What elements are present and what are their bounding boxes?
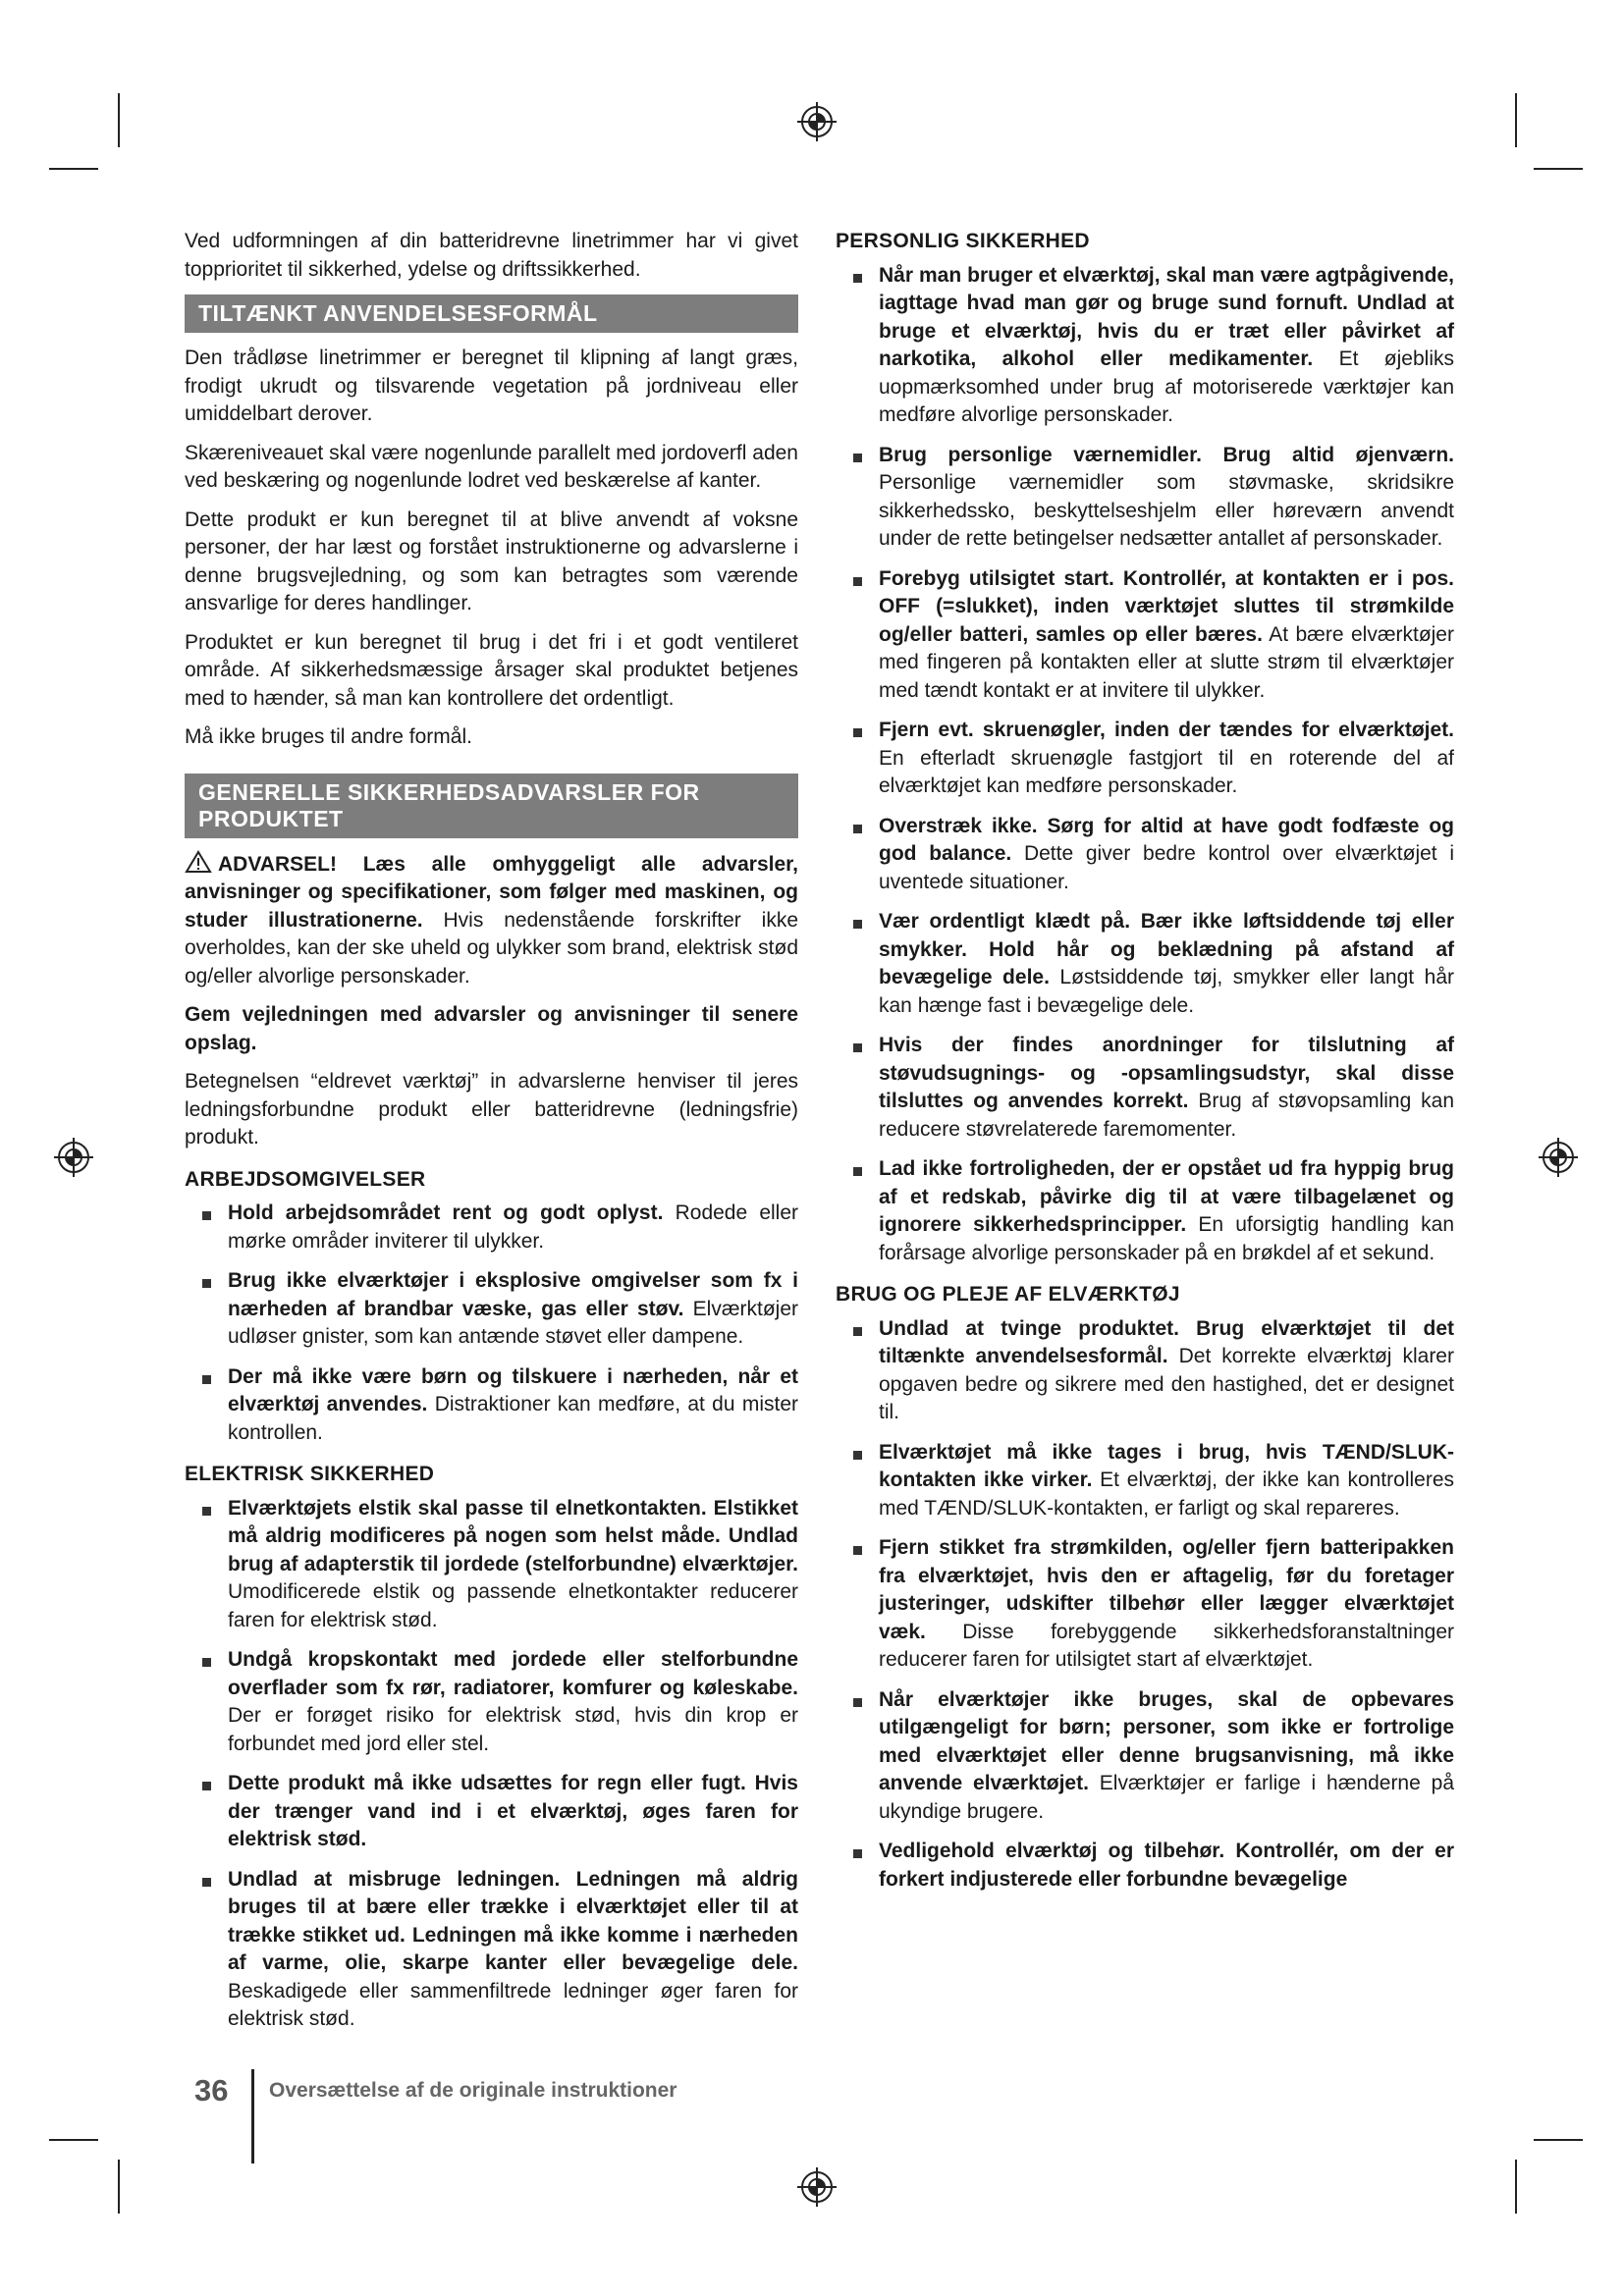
- item-text: En efterladt skruenøgle fastgjort til en roterende del af elværktøjet kan medføre personskader.: [879, 746, 1454, 797]
- footer-text: Oversættelse af de originale instruktioner: [269, 2079, 677, 2102]
- item-text: Rodede eller mørke områder inviterer til ulykker.: [228, 1201, 799, 1253]
- item-bold: Undlad at tvinge produktet. Brug elværktøjet til det tiltænkte anvendelsesformål.: [879, 1316, 1454, 1367]
- term-note: Betegnelsen “eldrevet værktøj” in advarslerne henviser til jeres ledningsforbundne produkt eller batteridrevne (ledningsfrie) produkt.: [185, 1070, 798, 1148]
- item-bold: Forebyg utilsigtet start. Kontrollér, at kontakten er i pos. OFF (=slukket), inden værktøjet sluttes til strømkilde og/eller batteri, samles op eller bæres.: [879, 566, 1454, 646]
- intro-paragraph: Ved udformningen af din batteridrevne linetrimmer har vi givet topprioritet til sikkerhed, ydelse og driftssikkerhed.: [185, 230, 798, 281]
- section-heading-line: GENERELLE SIKKERHEDSADVARSLER FOR: [198, 778, 700, 805]
- warning-paragraph: [185, 850, 798, 991]
- crop-mark: [49, 168, 98, 170]
- left-column: [185, 228, 798, 2046]
- item-bold: Hvis der findes anordninger for tilslutning af støvudsugnings- og -opsamlingsudstyr, skal disse tilsluttes og anvendes korrekt.: [879, 1034, 1454, 1112]
- item-bold: Lad ikke fortroligheden, der er opstået ud fra hyppig brug af et redskab, påvirke dig til at være tilbagelænet og ignorere sikkerhedsprincipper.: [879, 1157, 1454, 1236]
- footer-divider: [251, 2069, 254, 2163]
- list-item: [836, 1439, 1454, 1523]
- item-bold: Brug personlige værnemidler. Brug altid øjenværn.: [879, 443, 1454, 466]
- item-bold: Vedligehold elværktøj og tilbehør. Kontrollér, om der er forkert indjusterede eller forbundne bevægelige: [879, 1840, 1454, 1891]
- list-item: [185, 1495, 798, 1635]
- item-text: Elværktøjer udløser gnister, som kan antænde støvet eller dampene.: [228, 1297, 798, 1348]
- care-heading: BRUG OG PLEJE AF ELVÆRKTØJ: [836, 1283, 1180, 1306]
- item-text: At bære elværktøjer med fingeren på kontakten eller at slutte strøm til elværktøjer med tændt kontakt er at invitere til ulykker.: [879, 622, 1454, 702]
- list-item: [185, 1200, 798, 1255]
- list-item: [185, 1267, 798, 1352]
- list-item: [836, 813, 1454, 897]
- list-item: [185, 1363, 798, 1448]
- section-heading-general-safety: [185, 774, 798, 838]
- item-bold: Der må ikke være børn og tilskuere i nærheden, når et elværktøj anvendes.: [228, 1364, 798, 1415]
- list-item: [185, 1866, 798, 2034]
- item-bold: Fjern stikket fra strømkilden, og/eller fjern batteripakken fra elværktøjet, hvis den er aftagelig, før du foretager justeringer, udskifter tilbehør eller lægger elværktøjet væk.: [879, 1536, 1454, 1643]
- personal-safety-list: [836, 262, 1454, 1268]
- warning-triangle-icon: [185, 850, 212, 874]
- work-area-heading: ARBEJDSOMGIVELSER: [185, 1167, 426, 1191]
- list-item: [836, 1838, 1454, 1894]
- item-text: Et elværktøj, der ikke kan kontrolleres med TÆND/SLUK-kontakten, er farligt og skal repareres.: [879, 1468, 1454, 1520]
- list-item: [185, 1770, 798, 1854]
- item-text: Elværktøjer er farlige i hænderne på ukyndige brugere.: [879, 1772, 1454, 1823]
- paragraph: Skæreniveauet skal være nogenlunde parallelt med jordoverfl aden ved beskæring og nogenlunde lodret ved beskærelse af kanter.: [185, 441, 798, 492]
- item-bold: Når man bruger et elværktøj, skal man være agtpågivende, iagttage hvad man gør og bruge sund fornuft. Undlad at bruge et elværktøj, hvis du er træt eller påvirket af narkotika, alkohol eller medikamenter.: [879, 263, 1454, 370]
- paragraph: Den trådløse linetrimmer er beregnet til klipning af langt græs, frodigt ukrudt og tilsvarende vegetation på jordniveau eller umiddelbart derover.: [185, 347, 798, 425]
- paragraph: Dette produkt er kun beregnet til at blive anvendt af voksne personer, der har læst og forstået instruktionerne og advarslerne i denne brugsvejledning, og som kan betragtes som værende ansvarlige for deres handlinger.: [185, 507, 798, 614]
- item-text: Beskadigede eller sammenfiltrede ledninger øger faren for elektrisk stød.: [228, 1979, 798, 2030]
- item-bold: Vær ordentligt klædt på. Bær ikke løftsiddende tøj eller smykker. Hold hår og beklædning på afstand af bevægelige dele.: [879, 910, 1454, 988]
- work-area-list: [185, 1200, 798, 1447]
- list-item: [836, 1534, 1454, 1675]
- item-text: Personlige værnemidler som støvmaske, skridsikre sikkerhedssko, beskyttelseshjelm eller høreværn anvendt under de rette betingelser nedsætter antallet af personskader.: [879, 471, 1454, 550]
- item-bold: Brug ikke elværktøjer i eksplosive omgivelser som fx i nærheden af brandbar væske, gas eller støv.: [228, 1269, 798, 1320]
- section-heading-line: PRODUKTET: [198, 805, 344, 831]
- section-heading-intended-use: TILTÆNKT ANVENDELSESFORMÅL: [185, 294, 798, 333]
- item-bold: Overstræk ikke. Sørg for altid at have godt fodfæste og god balance.: [879, 814, 1454, 865]
- crop-mark: [1534, 168, 1583, 170]
- electrical-heading: ELEKTRISK SIKKERHED: [185, 1463, 435, 1485]
- warning-bold: ADVARSEL! Læs alle omhyggeligt alle advarsler, anvisninger og specifikationer, som følger med maskinen, og studer illustrationerne.: [185, 852, 798, 932]
- warning-text: Hvis nedenstående forskrifter ikke overholdes, kan der ske uheld og ulykker som brand, elektrisk stød og/eller alvorlige personskader.: [185, 908, 798, 988]
- registration-mark-icon: [796, 2166, 838, 2208]
- item-bold: Når elværktøjer ikke bruges, skal de opbevares utilgængeligt for børn; personer, som ikke er fortrolige med elværktøjet eller denne brugsanvisning, må ikke anvende elværktøjet.: [879, 1687, 1454, 1794]
- list-item: [836, 1315, 1454, 1427]
- list-item: [836, 1032, 1454, 1144]
- item-bold: Undlad at misbruge ledningen. Ledningen må aldrig bruges til at bære eller trække i elværktøjet eller til at trække stikket ud. Ledningen må ikke komme i nærheden af varme, olie, skarpe kanter eller bevægelige dele.: [228, 1867, 798, 1974]
- item-text: Der er forøget risiko for elektrisk stød, hvis din krop er forbundet med jord eller stel.: [228, 1704, 798, 1755]
- personal-safety-heading: PERSONLIG SIKKERHED: [836, 230, 1090, 252]
- item-bold: Undgå kropskontakt med jordede eller stelforbundne overflader som fx rør, radiatorer, komfurer og køleskabe.: [228, 1648, 798, 1699]
- registration-mark-icon: [796, 101, 838, 142]
- item-bold: Elværktøjet må ikke tages i brug, hvis TÆND/SLUK-kontakten ikke virker.: [879, 1440, 1454, 1491]
- list-item: [836, 1155, 1454, 1267]
- item-text: En uforsigtig handling kan forårsage alvorlige personskader på en brøkdel af et sekund.: [879, 1213, 1455, 1264]
- item-text: Et øjebliks uopmærksomhed under brug af motoriserede værktøjer kan medføre alvorlige personskader.: [879, 347, 1454, 426]
- item-text: Det korrekte elværktøj klarer opgaven bedre og sikrere med den hastighed, det er designet til.: [879, 1345, 1454, 1423]
- list-item: [185, 1646, 798, 1758]
- crop-mark: [1515, 2160, 1517, 2214]
- paragraph: Må ikke bruges til andre formål.: [185, 725, 472, 748]
- item-bold: Elværktøjets elstik skal passe til elnetkontakten. Elstikket må aldrig modificeres på nogen som helst måde. Undlad brug af adapterstik til jordede (stelforbundne) elværktøjer.: [228, 1496, 798, 1575]
- item-text: Distraktioner kan medføre, at du mister kontrollen.: [228, 1393, 798, 1444]
- list-item: [836, 908, 1454, 1020]
- right-column: [836, 228, 1454, 1905]
- crop-mark: [118, 2160, 120, 2214]
- item-bold: Dette produkt må ikke udsættes for regn eller fugt. Hvis der trænger vand ind i et elværktøj, øges faren for elektrisk stød.: [228, 1772, 798, 1850]
- paragraph: Produktet er kun beregnet til brug i det fri i et godt ventileret område. Af sikkerhedsmæssige årsager skal produktet betjenes med to hænder, så man kan kontrollere det ordentligt.: [185, 630, 798, 710]
- page-number: 36: [194, 2073, 229, 2108]
- item-text: Brug af støvopsamling kan reducere støvrelaterede faremomenter.: [879, 1090, 1454, 1141]
- care-list: [836, 1315, 1454, 1895]
- registration-mark-icon: [53, 1137, 94, 1178]
- registration-mark-icon: [1538, 1137, 1579, 1178]
- crop-mark: [1534, 2139, 1583, 2141]
- crop-mark: [49, 2139, 98, 2141]
- item-bold: Fjern evt. skruenøgler, inden der tændes for elværktøjet.: [879, 719, 1454, 741]
- crop-mark: [1515, 93, 1517, 147]
- list-item: [836, 717, 1454, 801]
- crop-mark: [118, 93, 120, 147]
- item-text: Løstsiddende tøj, smykker eller langt hår kan hænge fast i bevægelige dele.: [879, 966, 1454, 1017]
- item-text: Disse forebyggende sikkerhedsforanstaltninger reducerer faren for utilsigtet start af elværktøjet.: [879, 1620, 1454, 1671]
- item-bold: Hold arbejdsområdet rent og godt oplyst.: [228, 1201, 664, 1224]
- electrical-list: [185, 1495, 798, 2034]
- list-item: [836, 1686, 1454, 1827]
- item-text: Umodificerede elstik og passende elnetkontakter reducerer faren for elektrisk stød.: [228, 1580, 798, 1631]
- list-item: [836, 442, 1454, 554]
- item-text: Dette giver bedre kontrol over elværktøjet i uventede situationer.: [879, 842, 1454, 893]
- list-item: [836, 565, 1454, 706]
- keep-note: Gem vejledningen med advarsler og anvisninger til senere opslag.: [185, 1003, 798, 1054]
- list-item: [836, 262, 1454, 430]
